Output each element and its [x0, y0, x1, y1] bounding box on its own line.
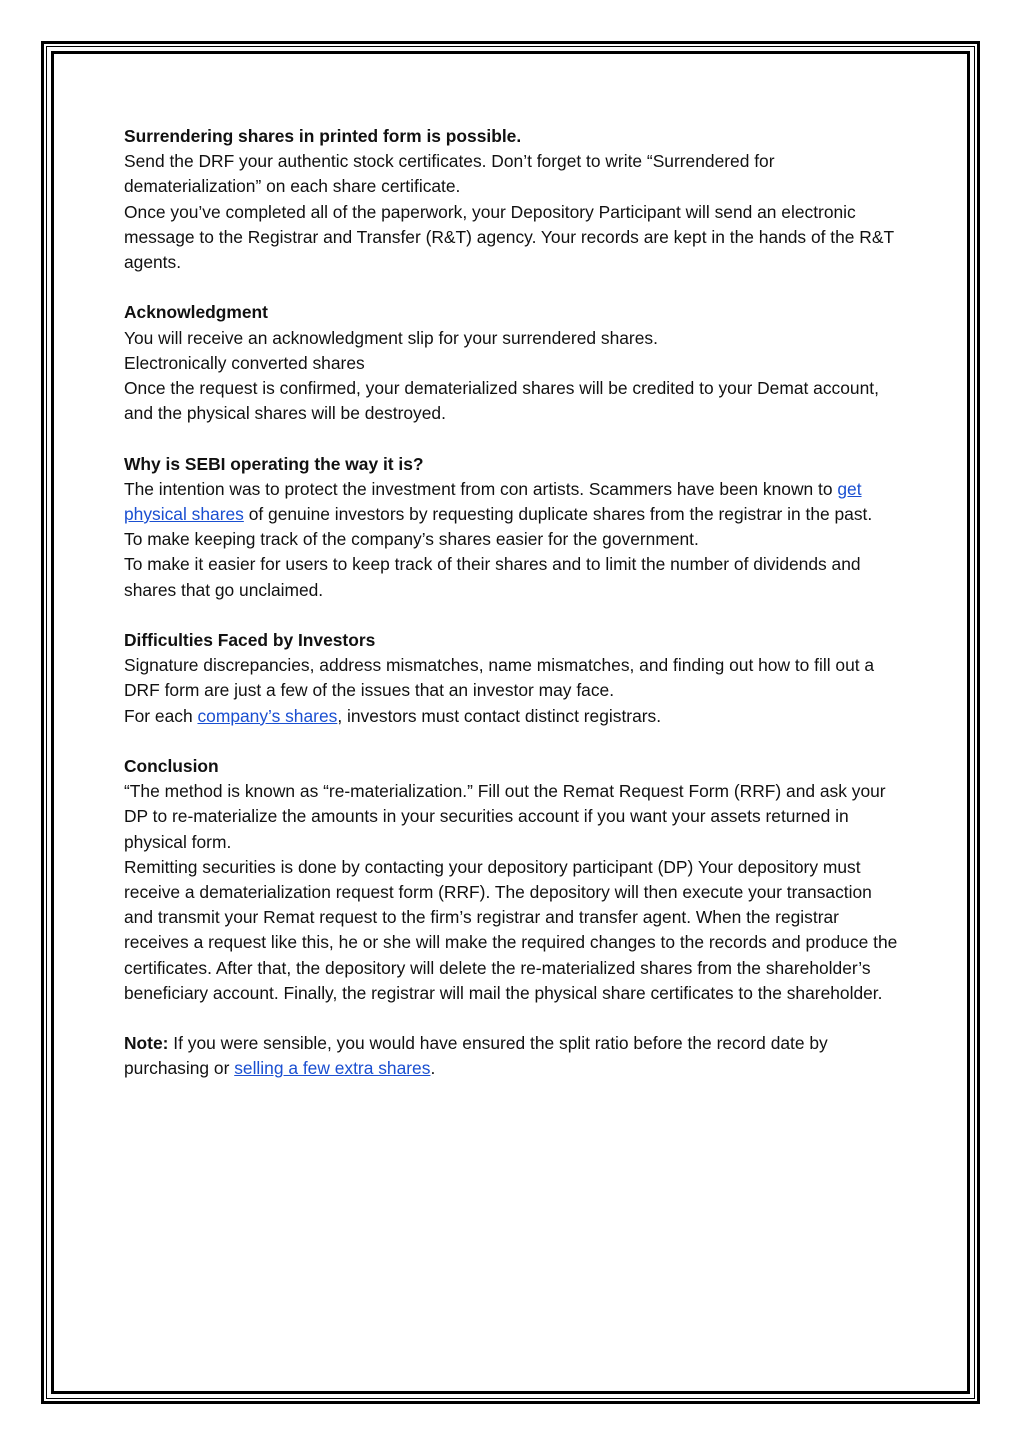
paragraph-text: For each	[124, 705, 198, 726]
note-text: If you were sensible, you would have ensured the split ratio before the record date by purchasing or	[124, 1033, 828, 1079]
paragraph: Once the request is confirmed, your dematerialized shares will be credited to your Demat account, and the physical shares will be destroyed.	[124, 378, 879, 424]
section-difficulties	[124, 628, 904, 729]
section-note	[124, 1031, 904, 1081]
selling-extra-shares-link[interactable]: selling a few extra shares	[234, 1058, 431, 1079]
paragraph: Electronically converted shares	[124, 352, 365, 373]
paragraph-text: , investors must contact distinct registrars.	[337, 705, 662, 726]
section-conclusion	[124, 754, 904, 1006]
section-heading: Difficulties Faced by Investors	[124, 630, 376, 651]
document-body	[124, 124, 904, 1107]
paragraph: To make keeping track of the company’s shares easier for the government.	[124, 529, 699, 550]
note-label: Note:	[124, 1033, 169, 1054]
section-acknowledgment	[124, 300, 904, 426]
section-heading: Acknowledgment	[124, 302, 268, 323]
note-text-end: .	[430, 1058, 436, 1079]
paragraph-text: of genuine investors by requesting duplicate shares from the registrar in the past.	[243, 504, 873, 525]
paragraph: “The method is known as “re-materialization.” Fill out the Remat Request Form (RRF) and ask your DP to re-materialize the amounts in your securities account if you want your assets returned in physical form.	[124, 781, 886, 852]
paragraph-text: The intention was to protect the investment from con artists. Scammers have been known to	[124, 478, 838, 499]
companys-shares-link[interactable]: company’s shares	[197, 705, 338, 726]
section-heading: Why is SEBI operating the way it is?	[124, 453, 424, 474]
paragraph: Remitting securities is done by contacting your depository participant (DP) Your depository must receive a dematerialization request form (RRF). The depository will then execute your transaction and transmit your Remat request to the firm’s registrar and transfer agent. When the registrar receives a request like this, he or she will make the required changes to the records and produce the certificates. After that, the depository will delete the re-materialized shares from the shareholder’s beneficiary account. Finally, the registrar will mail the physical share certificates to the shareholder.	[124, 856, 898, 1003]
note-paragraph	[124, 1031, 904, 1081]
section-heading: Conclusion	[124, 756, 219, 777]
section-why-sebi	[124, 452, 904, 603]
paragraph: Signature discrepancies, address mismatches, name mismatches, and finding out how to fill out a DRF form are just a few of the issues that an investor may face.	[124, 655, 875, 701]
paragraph: Send the DRF your authentic stock certificates. Don’t forget to write “Surrendered for dematerialization” on each share certificate.	[124, 151, 775, 197]
paragraph: To make it easier for users to keep track of their shares and to limit the number of dividends and shares that go unclaimed.	[124, 554, 861, 600]
section-surrendering-shares	[124, 124, 904, 275]
paragraph-with-link	[124, 477, 904, 527]
get-physical-shares-link[interactable]: get physical shares	[124, 478, 862, 525]
paragraph: Once you’ve completed all of the paperwork, your Depository Participant will send an electronic message to the Registrar and Transfer (R&T) agency. Your records are kept in the hands of the R&T agents.	[124, 201, 894, 273]
section-heading: Surrendering shares in printed form is possible.	[124, 126, 522, 146]
paragraph: You will receive an acknowledgment slip for your surrendered shares.	[124, 327, 658, 348]
paragraph-with-link	[124, 704, 904, 729]
